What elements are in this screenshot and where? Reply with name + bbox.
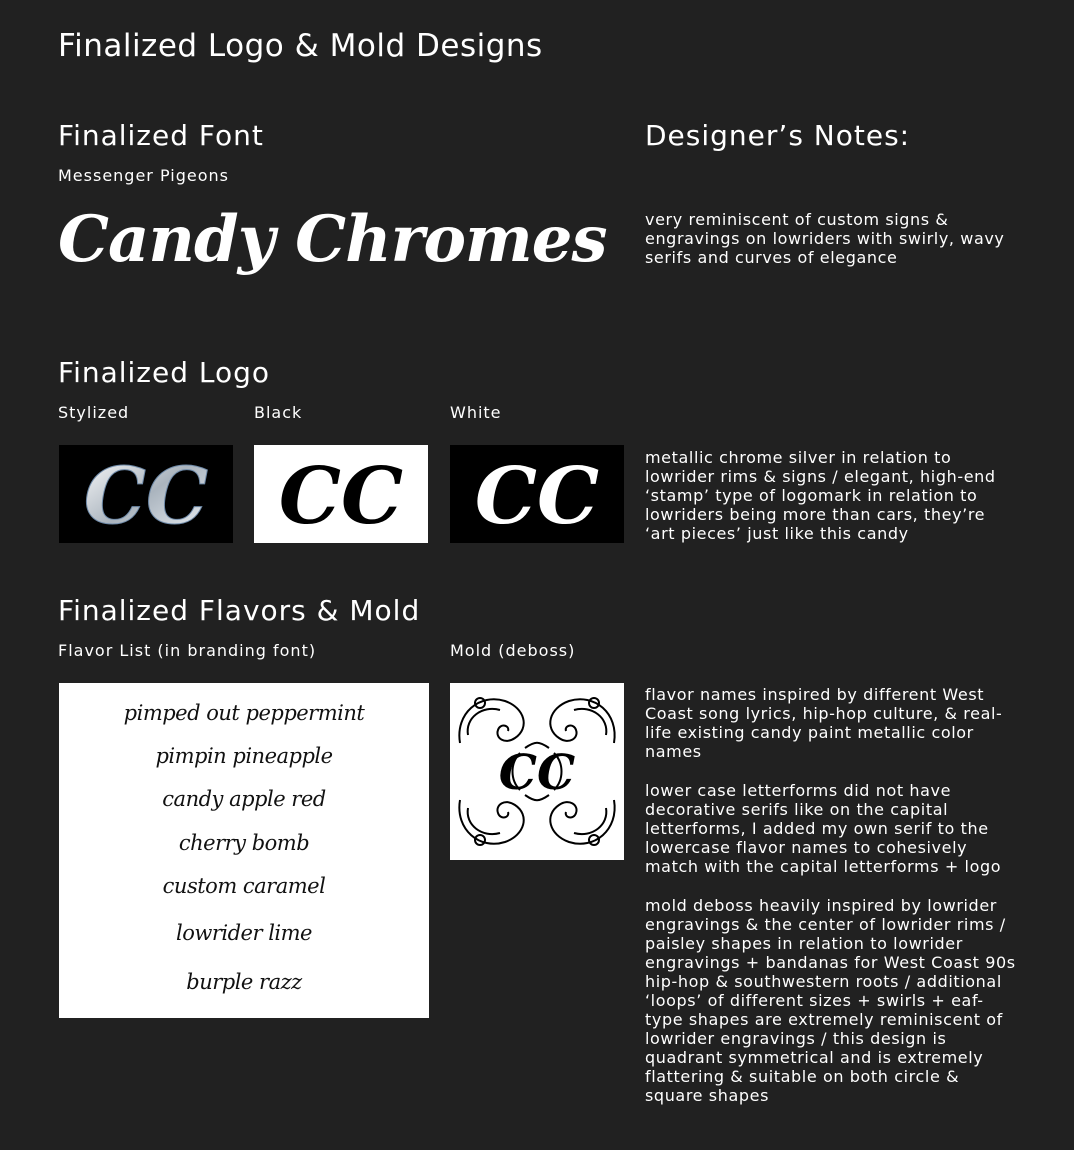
logo-black-monogram: CC (278, 451, 404, 542)
flavor-list-label: Flavor List (in branding font) (58, 641, 317, 660)
flavor-note-1: flavor names inspired by different West Coast song lyrics, hip-hop culture, & real-life existing candy paint metallic color names (645, 685, 1003, 761)
flavor-item: lowrider lime (176, 921, 312, 945)
logo-black (254, 445, 428, 543)
mold-deboss (450, 683, 624, 860)
logo-note: metallic chrome silver in relation to lowrider rims & signs / elegant, high-end ‘stamp’ type of logomark in relation to lowriders being more than cars, they’re ‘art pieces’ just like this candy (645, 448, 996, 543)
logo-label-black: Black (254, 403, 303, 422)
logo-white-mark (450, 445, 624, 543)
font-sample: Candy Chromes (58, 202, 607, 277)
logo-white (450, 445, 624, 543)
flavor-note-3: mold deboss heavily inspired by lowrider engravings & the center of lowrider rims / paisley shapes in relation to lowrider engravings + bandanas for West Coast 90s hip-hop & southwestern roots / additional ‘loops’ of different sizes + swirls + eaf-type shapes are extremely reminiscent of lowrider engravings / this design is quadrant symmetrical and is extremely flattering & suitable on both circle & square shapes (645, 896, 1016, 1105)
font-section-title: Finalized Font (58, 119, 264, 152)
mold-label: Mold (deboss) (450, 641, 576, 660)
flavor-list (59, 683, 429, 1018)
mold-monogram: CC (498, 745, 576, 801)
flavor-notes (645, 685, 1017, 1125)
font-note: very reminiscent of custom signs & engravings on lowriders with swirly, wavy serifs and curves of elegance (645, 210, 1005, 267)
flavor-item: burple razz (186, 970, 302, 994)
flavor-item: cherry bomb (178, 831, 310, 855)
logo-label-white: White (450, 403, 502, 422)
flavors-section-title: Finalized Flavors & Mold (58, 594, 421, 627)
logo-stylized-mark (59, 445, 233, 543)
logo-stylized-monogram: CC (83, 451, 209, 542)
font-name-label: Messenger Pigeons (58, 166, 229, 185)
page-title: Finalized Logo & Mold Designs (58, 28, 543, 64)
logo-black-mark (254, 445, 428, 543)
notes-title: Designer’s Notes: (645, 119, 911, 152)
logo-stylized (59, 445, 233, 543)
flavor-note-2: lower case letterforms did not have decorative serifs like on the capital letterforms, I added my own serif to the lowercase flavor names to cohesively match with the capital letterforms + logo (645, 781, 1002, 876)
flavor-item: pimpin pineapple (155, 744, 333, 768)
mold-deboss-pattern (450, 683, 624, 860)
logo-section-title: Finalized Logo (58, 356, 271, 389)
flavor-item: pimped out peppermint (123, 701, 365, 725)
logo-white-monogram: CC (474, 451, 600, 542)
logo-label-stylized: Stylized (58, 403, 130, 422)
flavor-item: candy apple red (162, 787, 326, 811)
flavor-item: custom caramel (162, 874, 326, 898)
